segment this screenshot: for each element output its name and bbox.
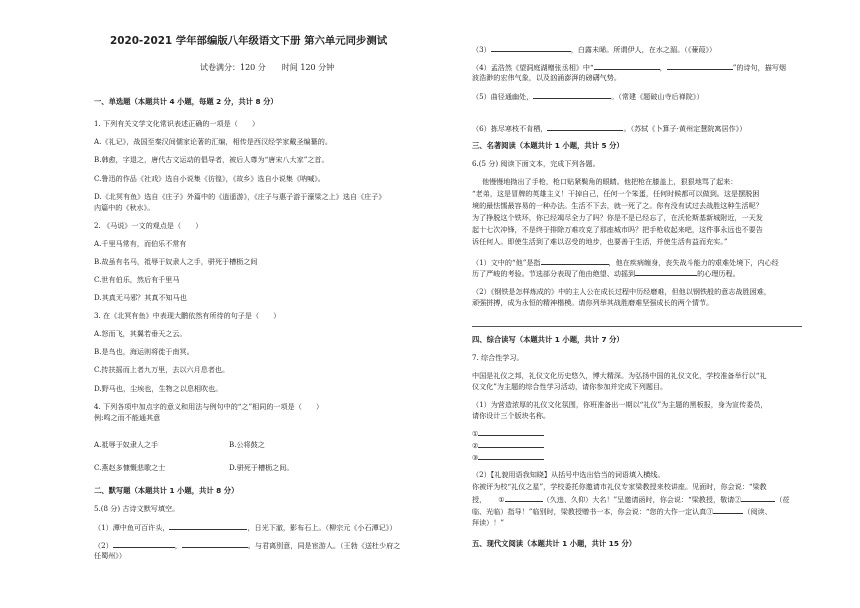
answer-blank[interactable] — [478, 428, 544, 436]
option: D.骈死于槽枥之间。 — [229, 463, 294, 472]
numbered-blank: ① — [472, 428, 544, 439]
numbered-blank: ③ — [472, 452, 544, 463]
numbered-blank: ② — [472, 440, 544, 451]
passage-line: 为了挣脱这个铁环，你已经竭尽全力了吗？你是不是已经忘了，在沃伦斯基新城附近，一天发 — [472, 213, 763, 222]
example-sentence: 例:鸣之而不能通其意 — [94, 413, 161, 422]
answer-blank[interactable] — [505, 494, 543, 502]
passage-line: 诉任何人。即使生活到了难以忍受的地步，也要善于生活，并使生活有益而充实。” — [472, 237, 728, 246]
section-heading: 三、名著阅读（本题共计 1 小题，共计 5 分） — [472, 141, 624, 150]
question-stem: 顽强拼搏，成为永恒的精神楷模。请你列举其战胜磨难坚强成长的两个情节。 — [472, 298, 714, 307]
question-stem: 7. 综合性学习。 — [472, 353, 524, 362]
passage-line: 他慢慢地拗出了手枪，枪口贴紧鬓角的眼睛。他把枪在膝盖上，狠狠地骂了起来： — [482, 177, 738, 186]
paragraph-line: 仪文化”为主题的综合性学习活动，请你参加并完成下列题目。 — [472, 382, 668, 391]
option: B.故虽有名马，祗辱于奴隶人之手，骈死于槽枥之间 — [94, 257, 258, 266]
option: C.抟扶摇而上者九万里，去以六月息者也。 — [94, 365, 230, 374]
option: C.燕赵多慷慨悲歌之士 — [94, 463, 166, 472]
fill-blank-line: （2） ， 。与君离别意，同是宦游人。（王勃《送杜少府之 — [94, 541, 401, 550]
fill-blank-line: 历了严峻的考验。节选部分表现了他由绝望、动摇到 的心理历程。 — [472, 269, 740, 278]
question-stem: （2）【礼貌用语我知晓】从括号中选出恰当的词语填入横线。 — [472, 470, 665, 479]
option: A.祗辱于奴隶人之手 — [94, 440, 159, 449]
option: B.公将鼓之 — [229, 440, 265, 449]
option: A.怒而飞，其翼若垂天之云。 — [94, 329, 187, 338]
answer-blank[interactable] — [169, 522, 247, 530]
answer-blank[interactable] — [547, 123, 623, 131]
answer-line[interactable] — [472, 326, 802, 327]
fill-blank-line: （3） ，白露未晞。所谓伊人，在水之湄。（《蒹葭》） — [472, 45, 717, 54]
page-title: 2020-2021 学年部编版八年级语文下册 第六单元同步测试 — [110, 35, 388, 47]
answer-blank[interactable] — [713, 506, 743, 514]
question-stem: 6.(5 分) 阅读下面文本，完成下列各题。 — [472, 159, 600, 168]
fill-blank-line: （6）拣尽寒枝不肯栖， 。（苏轼《卜算子·黄州定慧院寓居作》） — [472, 124, 747, 133]
answer-blank[interactable] — [182, 540, 248, 548]
question-stem: （2）《钢铁是怎样炼成的》中的主人公在成长过程中历经磨难，但他以钢铁般的意志战胜困难， — [472, 287, 771, 296]
fill-blank-line: （1）潭中鱼可百许头， ，日光下澈，影布石上。（柳宗元《小石潭记》） — [94, 523, 397, 532]
option: C.鲁迅的作品《社戏》选自小说集《彷徨》，《故乡》选自小说集《呐喊》。 — [94, 174, 325, 183]
passage-line: 起十七次冲锋，不是终于排除万难攻克了那座城市吗？把手枪收起来吧，这件事永远也不要告 — [472, 225, 763, 234]
exam-info: 试卷满分：120 分 时间 120 分钟 — [200, 63, 335, 72]
answer-blank[interactable] — [594, 62, 660, 70]
section-heading: 五、现代文阅读（本题共计 1 小题，共计 15 分） — [472, 539, 637, 548]
fill-blank-line: （4）孟浩然《望洞庭湖赠张丞相》中“ ， ”的诗句，描写烟 — [472, 63, 787, 72]
answer-blank[interactable] — [113, 540, 175, 548]
answer-blank[interactable] — [491, 44, 571, 52]
option: D.野马也，尘埃也，生物之以息相吹也。 — [94, 384, 223, 393]
question-stem: 请你设计三个版块名称。 — [472, 411, 551, 420]
question-stem: （1）为营造浓厚的礼仪文化氛围，你班准备出一期以“礼仪”为主题的黑板报，身为宣传委员， — [472, 400, 768, 409]
text-line: 拜读）！” — [472, 518, 505, 527]
option: 内篇中的《秋水》。 — [94, 203, 155, 212]
paragraph-line: 你被评为校“礼仪之星”，学校委托你邀请市礼仪专家梁教授来校讲座。见面时，你会说：“梁教 — [472, 482, 767, 491]
section-heading: 四、综合读写（本题共计 1 小题，共计 7 分） — [472, 335, 624, 344]
text-line: 波浩渺的宏伟气象，以及汹涌澎湃的磅礴气势。 — [472, 73, 621, 82]
option: D.其真无马邪？其真不知马也 — [94, 293, 187, 302]
fill-blank-line: （1）文中的“他”是指 ，他在疾病缠身，丧失战斗能力的艰难处境下，内心经 — [472, 258, 779, 267]
question-stem: 4. 下列各项中加点字的意义和用法与例句中的“之”相同的一项是（ ） — [94, 402, 324, 411]
fill-blank-line: 临、光临）指导！”临别时，梁教授赠书一本，你会说：“您的大作一定认真③ （阅读、 — [472, 507, 772, 516]
text-line: 任蜀州》） — [94, 551, 126, 560]
question-stem: 2. 《马说》一文的观点是（ ） — [94, 221, 203, 230]
question-stem: 5.(8 分) 古诗文默写填空。 — [94, 504, 180, 513]
answer-blank[interactable] — [667, 62, 733, 70]
fill-blank-line: 授， ① （久违、久仰）大名！”呈邀请函时，你会说：“梁教授，敬请② （莅 — [472, 495, 790, 504]
option: D.《北冥有鱼》选自《庄子》外篇中的《逍遥游》，《庄子与惠子游于濠梁之上》选自《庄子》 — [94, 192, 386, 201]
option: C.世有伯乐，然后有千里马 — [94, 275, 180, 284]
question-stem: 3. 在《北冥有鱼》中表现大鹏依然有所待的句子是（ ） — [94, 311, 281, 320]
section-heading: 二、默写题（本题共计 1 小题，共计 8 分） — [94, 486, 239, 495]
answer-blank[interactable] — [478, 452, 544, 460]
paragraph-line: 中国是礼仪之邦，礼仪文化历史悠久，博大精深。为弘扬中国的礼仪文化，学校准备举行以“礼 — [472, 371, 767, 380]
question-stem: 1. 下列有关文学文化常识表述正确的一项是（ ） — [94, 119, 260, 128]
section-heading: 一、单选题（本题共计 4 小题，每题 2 分，共计 8 分） — [94, 97, 278, 106]
answer-blank[interactable] — [741, 494, 775, 502]
option: B.韩愈，字退之，唐代古文运动的倡导者，被后人尊为“唐宋八大家”之首。 — [94, 155, 329, 164]
fill-blank-line: （5）曲径通幽处， 。（常建《题破山寺后禅院》） — [472, 92, 704, 101]
answer-blank[interactable] — [541, 257, 609, 265]
answer-blank[interactable] — [478, 440, 544, 448]
answer-blank[interactable] — [533, 91, 611, 99]
option: A.《礼记》，战国至秦汉间儒家论著的汇编，相传是西汉经学家戴圣编纂的。 — [94, 137, 332, 146]
option: A.千里马常有，而伯乐不常有 — [94, 239, 187, 248]
passage-line: 境的最怯懦最容易的一种办法。生活不下去，就一死了之。你有没有试过去战胜这种生活呢？ — [472, 201, 763, 210]
passage-line: “老弟，这是冒牌的英雄主义！干掉自己，任何一个笨蛋，任何时候都可以做到。这是摆脱困 — [472, 189, 760, 198]
option: B.是鸟也，海运则将徙于南冥。 — [94, 347, 194, 356]
answer-blank[interactable] — [635, 268, 697, 276]
